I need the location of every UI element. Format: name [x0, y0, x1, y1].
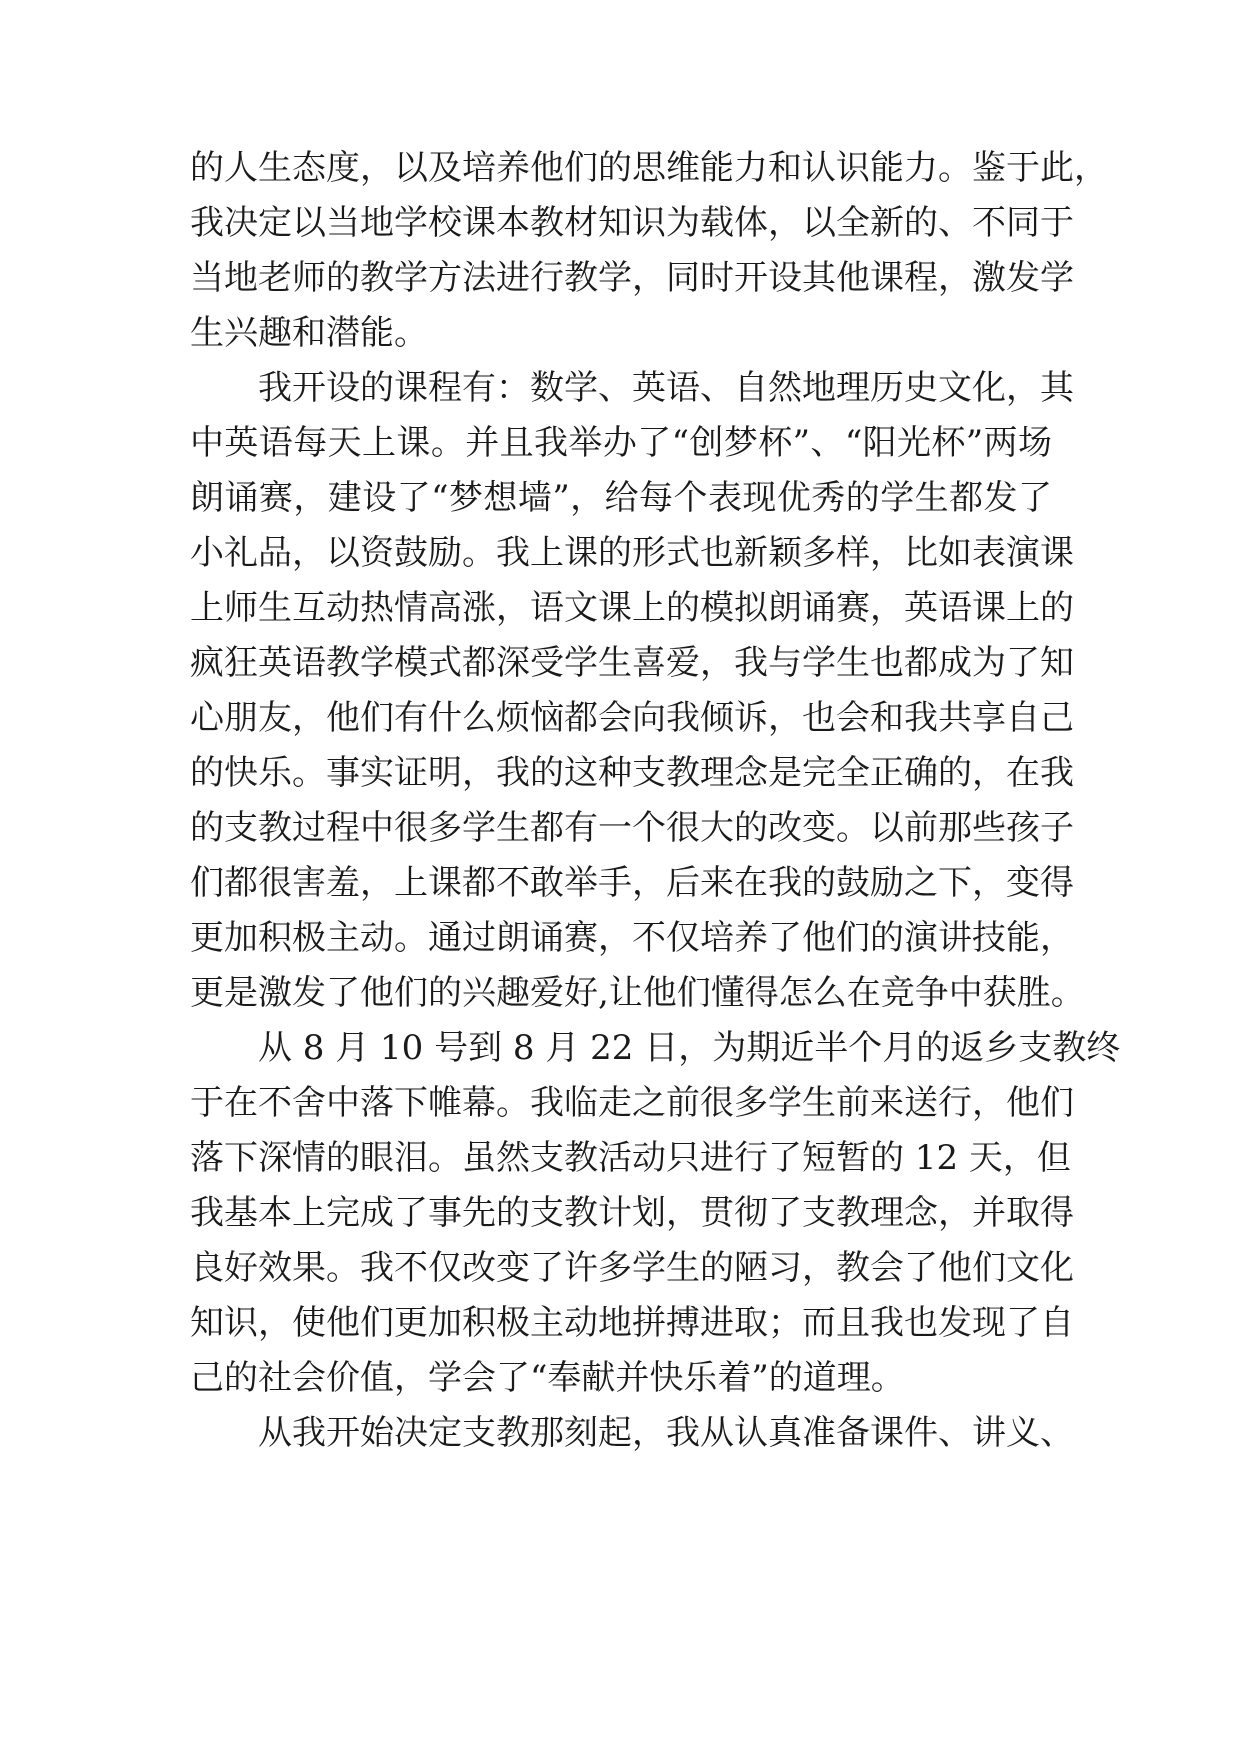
text-line: 我决定以当地学校课本教材知识为载体，以全新的、不同于: [190, 203, 1074, 243]
text-line: 的快乐。事实证明，我的这种支教理念是完全正确的，在我: [190, 753, 1074, 793]
text-line: 上师生互动热情高涨，语文课上的模拟朗诵赛，英语课上的: [190, 588, 1074, 628]
text-line: 从我开始决定支教那刻起，我从认真准备课件、讲义、: [258, 1413, 1074, 1453]
text-line: 从 8 月 10 号到 8 月 22 日，为期近半个月的返乡支教终: [258, 1028, 1121, 1068]
text-line: 当地老师的教学方法进行教学，同时开设其他课程，激发学: [190, 258, 1074, 298]
text-line: 中英语每天上课。并且我举办了“创梦杯”、“阳光杯”两场: [190, 423, 1052, 463]
text-line: 更加积极主动。通过朗诵赛，不仅培养了他们的演讲技能，: [190, 918, 1074, 958]
text-line: 疯狂英语教学模式都深受学生喜爱，我与学生也都成为了知: [190, 643, 1074, 683]
text-line: 良好效果。我不仅改变了许多学生的陋习，教会了他们文化: [190, 1248, 1074, 1288]
text-line: 小礼品，以资鼓励。我上课的形式也新颖多样，比如表演课: [190, 533, 1074, 573]
text-line: 心朋友，他们有什么烦恼都会向我倾诉，也会和我共享自己: [190, 698, 1074, 738]
text-line: 我开设的课程有：数学、英语、自然地理历史文化，其: [258, 368, 1074, 408]
text-line: 生兴趣和潜能。: [190, 313, 428, 353]
text-line: 更是激发了他们的兴趣爱好,让他们懂得怎么在竞争中获胜。: [190, 973, 1085, 1013]
text-line: 的支教过程中很多学生都有一个很大的改变。以前那些孩子: [190, 808, 1074, 848]
text-line: 朗诵赛，建设了“梦想墙”，给每个表现优秀的学生都发了: [190, 478, 1052, 518]
text-line: 落下深情的眼泪。虽然支教活动只进行了短暂的 12 天，但: [190, 1138, 1071, 1178]
text-line: 于在不舍中落下帷幕。我临走之前很多学生前来送行，他们: [190, 1083, 1074, 1123]
text-line: 的人生态度，以及培养他们的思维能力和认识能力。鉴于此，: [190, 148, 1108, 188]
text-line: 们都很害羞，上课都不敢举手，后来在我的鼓励之下，变得: [190, 863, 1074, 903]
text-line: 知识，使他们更加积极主动地拼搏进取；而且我也发现了自: [190, 1303, 1074, 1343]
text-line: 我基本上完成了事先的支教计划，贯彻了支教理念，并取得: [190, 1193, 1074, 1233]
text-line: 己的社会价值，学会了“奉献并快乐着”的道理。: [190, 1358, 905, 1398]
